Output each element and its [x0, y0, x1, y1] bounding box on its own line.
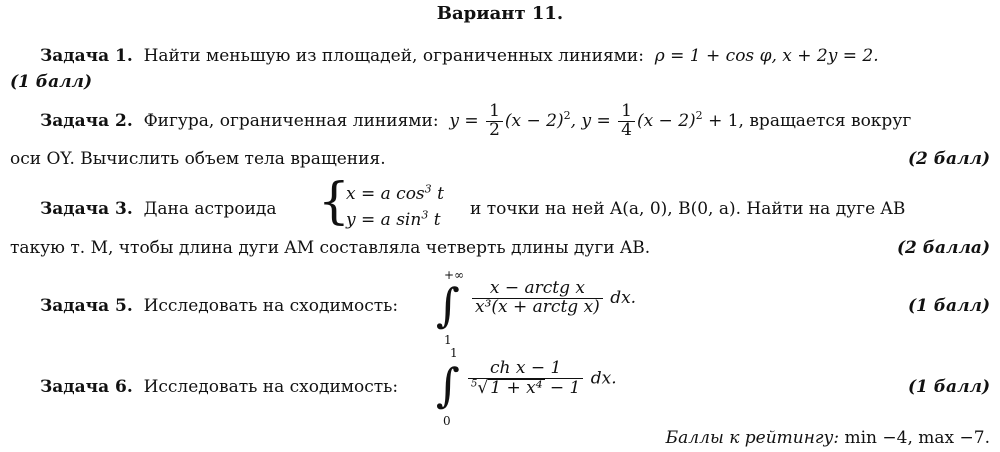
task-1	[40, 46, 879, 66]
task-3-text-b: и точки на ней A(a, 0), B(0, a). Найти на дуге AB	[470, 199, 906, 219]
task-5-integral-sign: ∫	[436, 278, 460, 332]
task-5-denominator: x³(x + arctg x)	[475, 296, 600, 317]
task-6-points: (1 балл)	[907, 377, 990, 397]
task-3-intro	[40, 199, 277, 219]
task-1-points: (1 балл)	[10, 72, 93, 92]
task-3-line2: такую т. M, чтобы длина дуги AM составляла четверть длины дуги AB.	[10, 238, 651, 258]
task-6-numerator: ch x − 1	[468, 360, 583, 379]
task-6-upper-limit: 1	[450, 346, 458, 360]
task-5-dx: dx.	[610, 287, 637, 308]
task-5-upper-limit: +∞	[444, 268, 465, 282]
task-5	[40, 296, 398, 316]
task-2-fraction-1: $\frac{1}{2}$	[486, 103, 503, 140]
task-2: Задача 2. Фигура, ограниченная линиями: y = $\frac{1}{2}$ $(x - 2)^2$, y = $\frac{1}{4}$ $(x - 2)^2 + 1$, вращается вокруг	[40, 101, 912, 140]
task-5-label: Задача 5.	[40, 296, 133, 316]
task-6-integral-sign: ∫	[436, 358, 460, 412]
task-6-integrand	[466, 360, 617, 398]
task-3-label: Задача 3.	[40, 199, 133, 219]
task-2-eq2: (x − 2)	[636, 110, 696, 131]
task-2-fraction-2: $\frac{1}{4}$	[618, 103, 635, 140]
task-3-text-a: Дана астроида	[143, 199, 277, 219]
task-5-text: Исследовать на сходимость:	[143, 296, 399, 316]
task-2-text: Фигура, ограниченная линиями:	[143, 110, 439, 131]
task-2-eq2-tail: + 1,	[702, 110, 744, 131]
task-5-integrand	[470, 280, 636, 317]
task-2-points: (2 балл)	[907, 149, 990, 169]
task-2-eq1: (x − 2)	[504, 110, 564, 131]
task-3-points: (2 балла)	[896, 238, 990, 258]
task-1-text: Найти меньшую из площадей, ограниченных линиями:	[143, 46, 644, 66]
task-2-line2: оси OY. Вычислить объем тела вращения.	[10, 149, 386, 169]
task-6-denominator: $^5$√ 1 + x⁴ − 1	[471, 377, 581, 398]
task-5-lower-limit: 1	[444, 333, 452, 347]
task-3-brace: {	[318, 172, 350, 230]
task-5-numerator: x − arctg x	[472, 280, 603, 299]
task-5-points: (1 балл)	[907, 296, 990, 316]
task-6	[40, 377, 398, 397]
task-6-dx: dx.	[590, 368, 617, 389]
task-2-label: Задача 2.	[40, 110, 133, 131]
rating-label: Баллы к рейтингу:	[665, 428, 840, 448]
task-6-label: Задача 6.	[40, 377, 133, 397]
variant-title: Вариант 11.	[436, 3, 564, 24]
task-1-formula: ρ = 1 + cos φ, x + 2y = 2.	[654, 46, 879, 66]
task-2-text-b: вращается вокруг	[749, 110, 912, 131]
rating-values: min −4, max −7.	[844, 428, 990, 448]
task-3-system-line-1: x = a $\cos^3 t$	[346, 182, 444, 204]
task-1-label: Задача 1.	[40, 46, 133, 66]
task-6-text: Исследовать на сходимость:	[143, 377, 399, 397]
rating-footer	[666, 428, 990, 448]
task-3-system-line-2: y = a $\sin^3 t$	[346, 208, 441, 230]
task-2-eq-y: y =	[449, 110, 479, 131]
task-6-lower-limit: 0	[443, 414, 451, 428]
task-2-sep: , y =	[570, 110, 611, 131]
